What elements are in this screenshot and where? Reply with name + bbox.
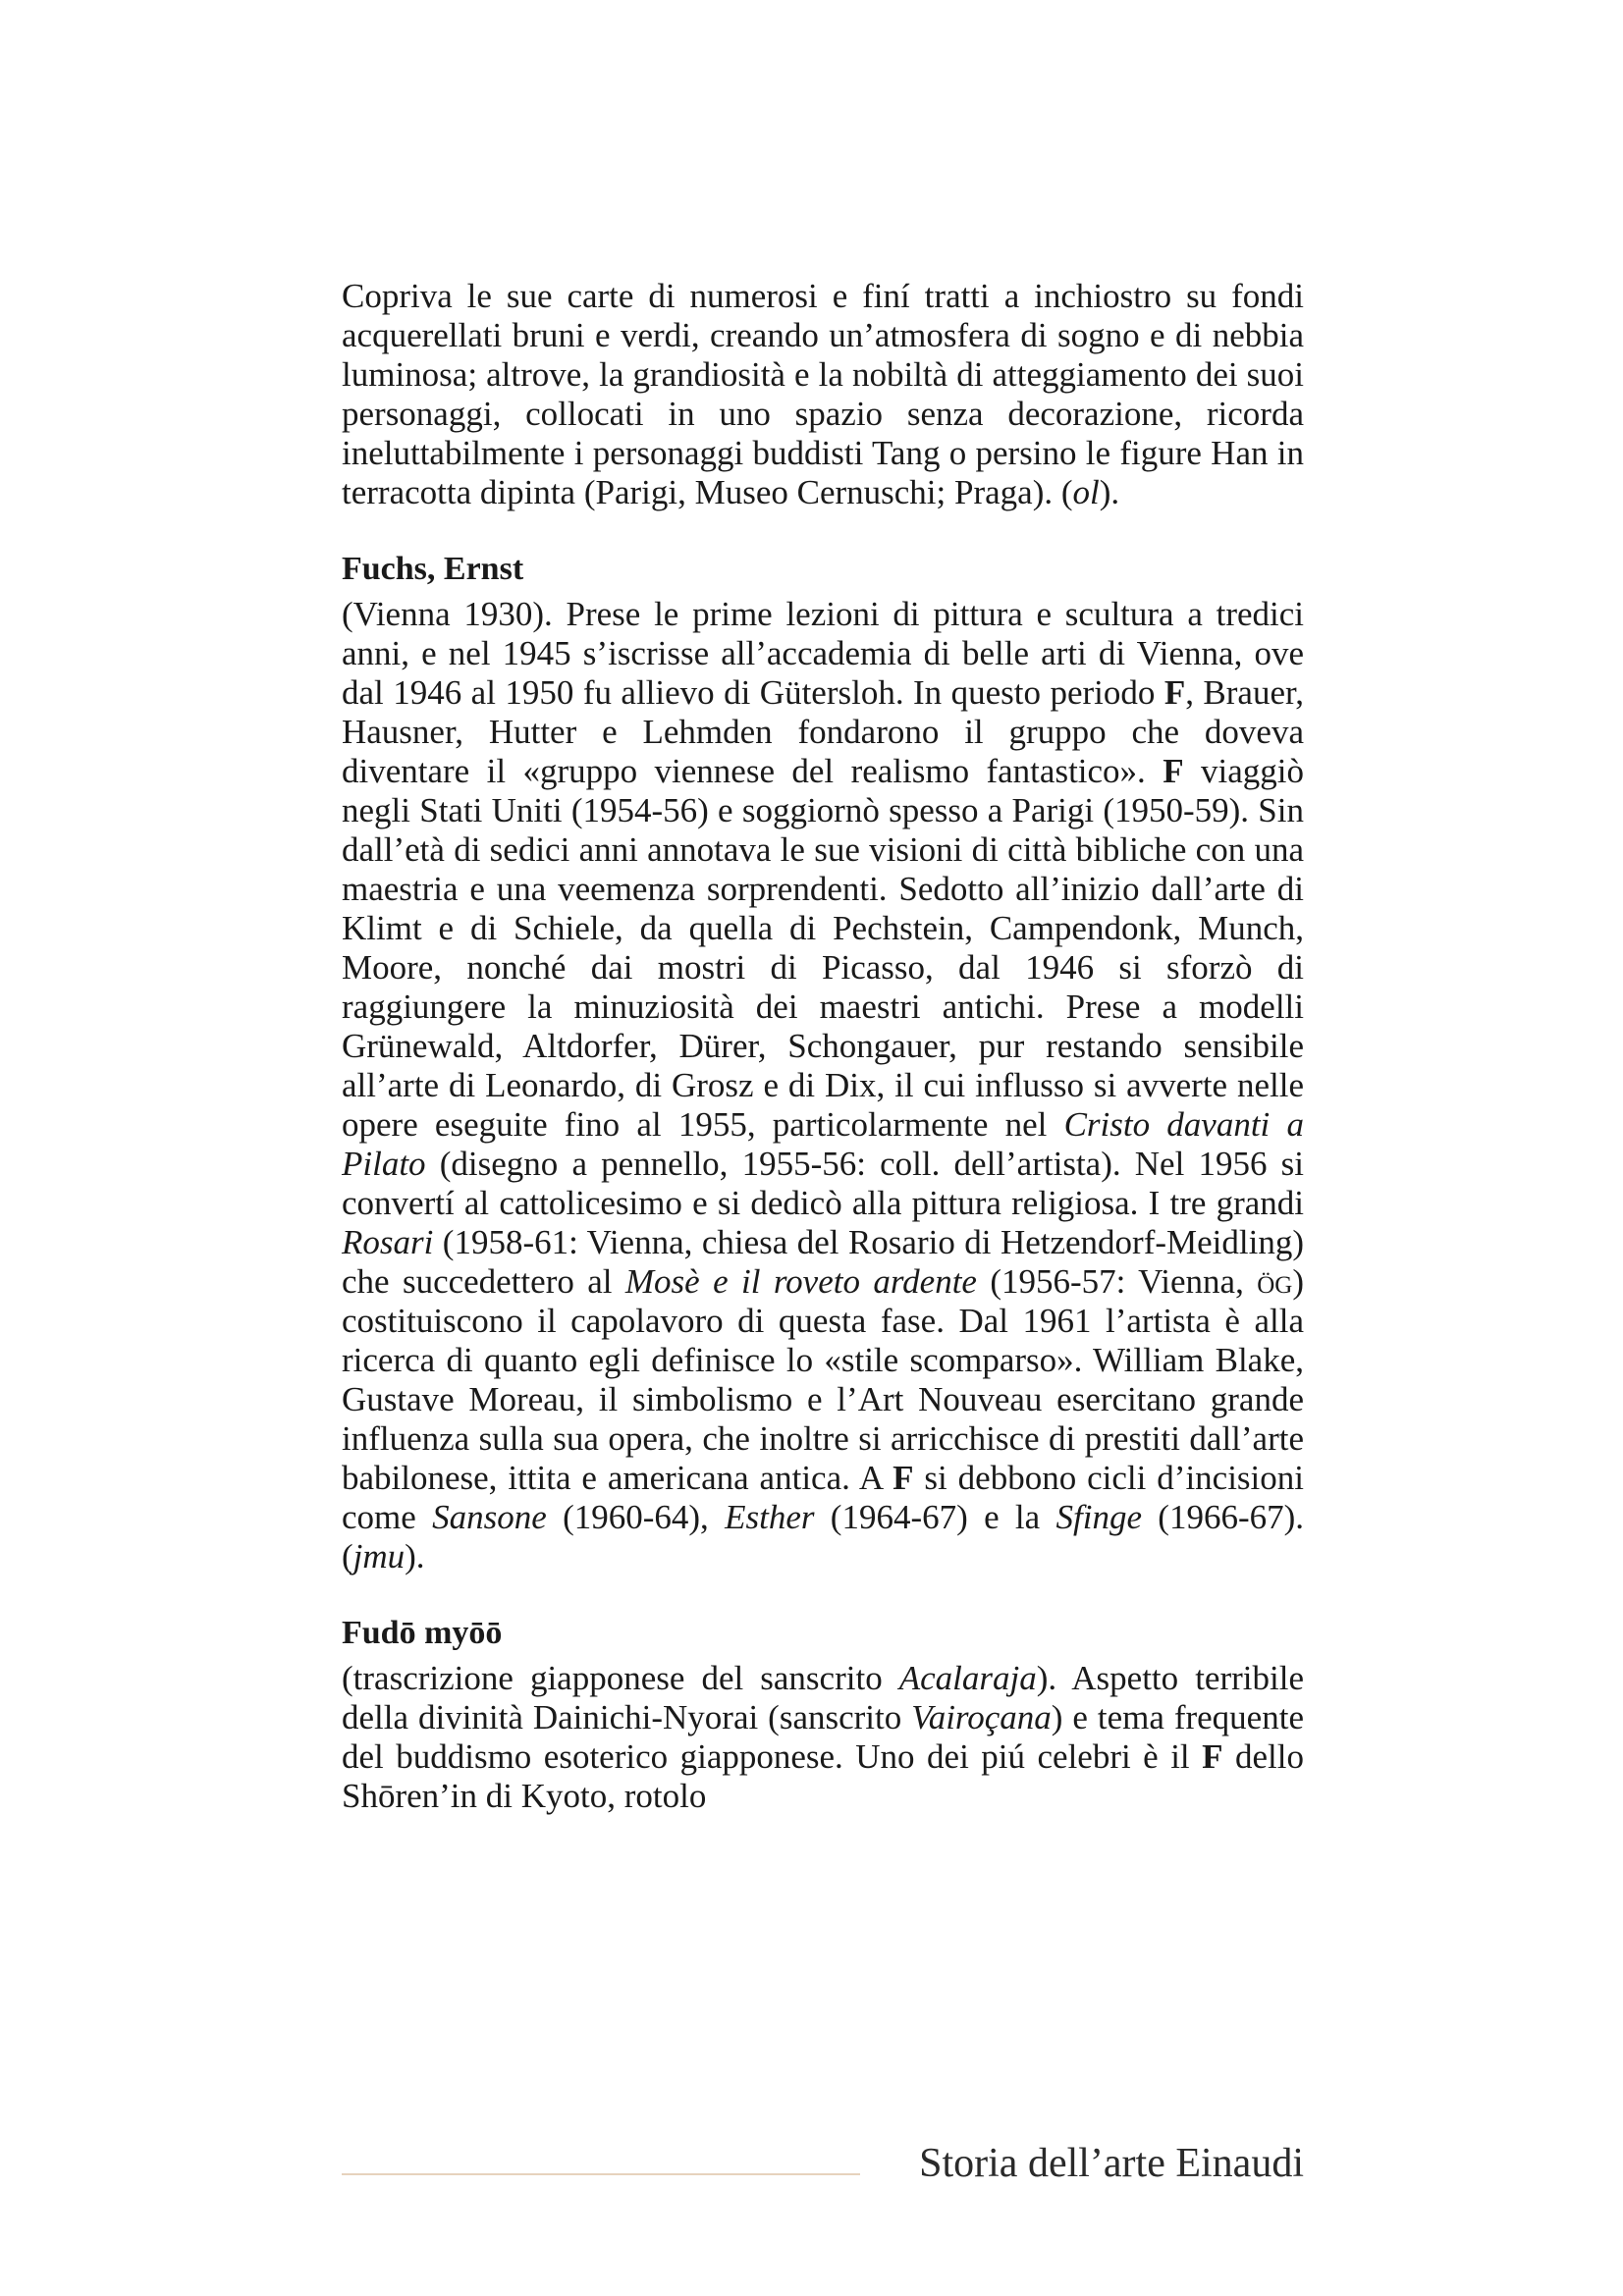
- entry-body-fudo: (trascrizione giapponese del sanscrito Acalaraja). Aspetto terribile della divinità Dainichi-Nyorai (sanscrito Vairoçana) e tema frequente del buddismo esoterico giapponese. Uno dei piú celebri è il F dello Shōren’in di Kyoto, rotolo: [342, 1659, 1304, 1815]
- entry-abbrev: F: [893, 1459, 914, 1497]
- work-title: Rosari: [342, 1223, 434, 1261]
- author-initials: jmu: [352, 1537, 406, 1575]
- sanskrit-term: Vairoçana: [911, 1698, 1052, 1736]
- entry-abbrev: F: [1202, 1737, 1223, 1776]
- work-title: Esther: [725, 1498, 815, 1536]
- page-footer: [342, 2138, 1304, 2189]
- work-title: Sfinge: [1055, 1498, 1142, 1536]
- footer-publication-title: Storia dell’arte Einaudi: [919, 2141, 1304, 2186]
- entry-abbrev: F: [1163, 752, 1184, 790]
- entry-abbrev: F: [1163, 673, 1186, 712]
- sanskrit-term: Acalaraja: [898, 1659, 1037, 1697]
- footer-rule: [342, 2173, 860, 2175]
- museum-abbrev: ög: [1257, 1262, 1293, 1301]
- intro-paragraph: [342, 277, 1304, 512]
- intro-text: Copriva le sue carte di numerosi e finí tratti a inchiostro su fondi acquerellati bruni e verdi, creando un’atmosfera di sogno e di nebbia luminosa; altrove, la grandiosità e la nobiltà di atteggiamento dei suoi personaggi, collocati in uno spazio senza decorazione, ricorda ineluttabilmente i personaggi buddisti Tang o persino le figure Han in terracotta dipinta (Parigi, Museo Cernuschi; Praga). (: [342, 277, 1304, 511]
- page-body: [342, 277, 1304, 1816]
- work-title: Mosè e il roveto ardente: [624, 1262, 977, 1301]
- entry-heading-fudo: Fudō myōō: [342, 1615, 503, 1651]
- entry-body-fuchs: (Vienna 1930). Prese le prime lezioni di pittura e scultura a tredici anni, e nel 1945 s’iscrisse all’accademia di belle arti di Vienna, ove dal 1946 al 1950 fu allievo di Gütersloh. In questo periodo F, Brauer, Hausner, Hutter e Lehmden fondarono il gruppo che doveva diventare il «gruppo viennese del realismo fantastico». F viaggiò negli Stati Uniti (1954-56) e soggiornò spesso a Parigi (1950-59). Sin dall’età di sedici anni annotava le sue visioni di città bibliche con una maestria e una veemenza sorprendenti. Sedotto all’inizio dall’arte di Klimt e di Schiele, da quella di Pechstein, Campendonk, Munch, Moore, nonché dai mostri di Picasso, dal 1946 si sforzò di raggiungere la minuziosità dei maestri antichi. Prese a modelli Grünewald, Altdorfer, Dürer, Schongauer, pur restando sensibile all’arte di Leonardo, di Grosz e di Dix, il cui influsso si avverte nelle opere eseguite fino al 1955, particolarmente nel Cristo davanti a Pilato (disegno a pennello, 1955-56: coll. dell’artista). Nel 1956 si convertí al cattolicesimo e si dedicò alla pittura religiosa. I tre grandi Rosari (1958-61: Vienna, chiesa del Rosario di Hetzendorf-Meidling) che succedettero al Mosè e il roveto ardente (1956-57: Vienna, ög) costituiscono il capolavoro di questa fase. Dal 1961 l’artista è alla ricerca di quanto egli definisce lo «stile scomparso». William Blake, Gustave Moreau, il simbolismo e l’Art Nouveau esercitano grande influenza sulla sua opera, che inoltre si arricchisce di prestiti dall’arte babilonese, ittita e americana antica. A F si debbono cicli d’incisioni come Sansone (1960-64), Esther (1964-67) e la Sfinge (1966-67). (jmu).: [342, 595, 1305, 1575]
- intro-close: ).: [1099, 473, 1120, 511]
- work-title: Cristo davanti a Pilato: [342, 1105, 1304, 1183]
- work-title: Sansone: [432, 1498, 547, 1536]
- intro-author-initials: ol: [1072, 473, 1100, 511]
- entry-heading-fuchs: Fuchs, Ernst: [342, 551, 524, 587]
